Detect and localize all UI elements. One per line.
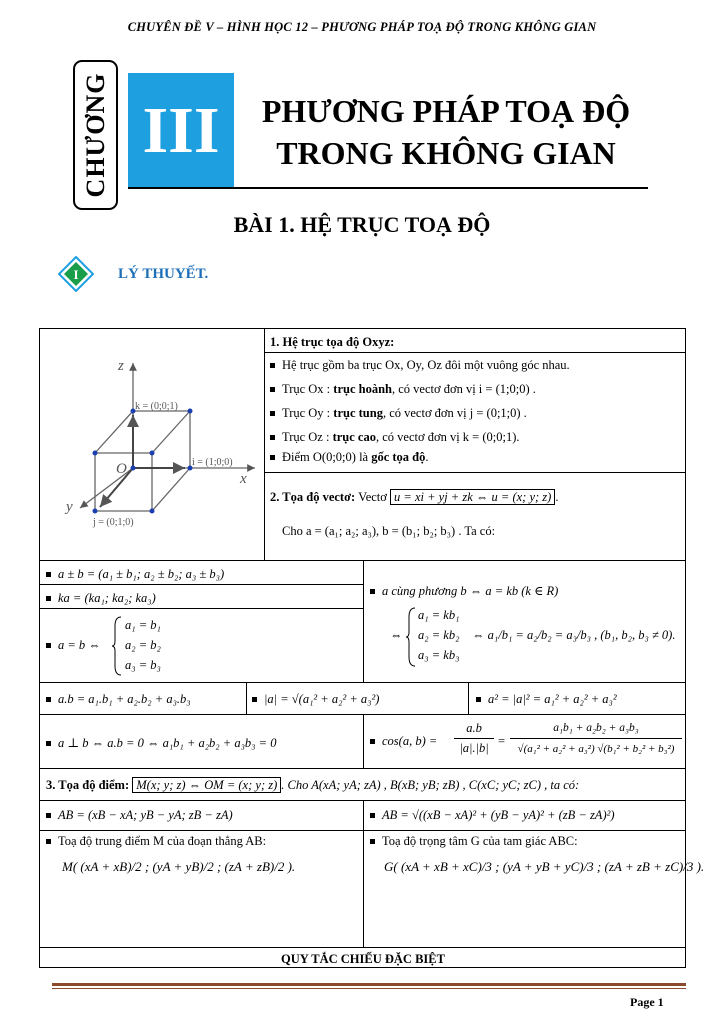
s1-bullet: Hệ trục gồm ba trục Ox, Oy, Oz đôi một vuông góc nhau. xyxy=(270,357,570,373)
divider xyxy=(468,682,469,714)
y-axis-label: y xyxy=(66,499,73,515)
chapter-label-box xyxy=(73,60,118,210)
s2-heading: 2. Tọa độ vectơ: Vectơ u = xi + yj + zk ⇔ u = (x; y; z) . xyxy=(270,490,559,504)
fraction-bar xyxy=(454,738,494,739)
divider xyxy=(246,682,247,714)
footer-rule xyxy=(52,988,686,989)
eq-line: a₁ = b₁ xyxy=(125,618,161,632)
formula-colinear: a cùng phương b ⇔ a = kb (k ∈ R) xyxy=(370,583,558,599)
section-badge-label: I xyxy=(73,267,79,282)
cos-equals: = xyxy=(498,734,506,748)
formula-norm: |a| = √(a₁² + a₂² + a₃²) xyxy=(252,691,379,707)
divider xyxy=(264,472,686,473)
cos-den1: |a|.|b| xyxy=(459,741,489,755)
formula-perp: a ⊥ b ⇔ a.b = 0 ⇔ a₁b₁ + a₂b₂ + a₃b₃ = 0 xyxy=(46,735,276,751)
brace-icon xyxy=(406,607,416,667)
s1-title: 1. Hệ trục tọa độ Oxyz: xyxy=(270,335,395,349)
theory-table xyxy=(39,328,705,968)
fraction-bar xyxy=(510,738,682,739)
col-ratio: ⇔ a₁/b₁ = a₂/b₂ = a₃/b₃ , (b₁, b₂, b₃ ≠ 0). xyxy=(472,628,676,642)
eq-line: a₂ = b₂ xyxy=(125,638,161,652)
divider xyxy=(40,584,363,585)
chapter-title-line2: TRONG KHÔNG GIAN xyxy=(276,135,616,171)
chapter-number-box xyxy=(128,73,234,189)
title-underline xyxy=(128,187,648,189)
midpoint-title: Toạ độ trung điểm M của đoạn thẳng AB: xyxy=(46,833,266,849)
coordinate-cube-figure xyxy=(50,343,260,543)
cos-den2: √(a₁² + a₂² + a₃²) √(b₁² + b₂² + b₃²) xyxy=(517,743,675,755)
section-badge-icon xyxy=(58,256,94,292)
s1-bullet: Điểm O(0;0;0) là gốc tọa độ. xyxy=(270,449,429,465)
running-header: CHUYÊN ĐỀ V – HÌNH HỌC 12 – PHƯƠNG PHÁP TOẠ ĐỘ TRONG KHÔNG GIAN xyxy=(127,20,597,34)
cos-num1: a.b xyxy=(466,721,482,735)
divider xyxy=(363,714,364,768)
s1-bullet: Trục Oy : trục tung, có vectơ đơn vị j = (0;1;0) . xyxy=(270,405,527,421)
j-label: j = (0;1;0) xyxy=(93,517,134,528)
formula-ab-length: AB = √((xB − xA)² + (yB − yA)² + (zB − zA)²) xyxy=(370,807,615,823)
s1-bullet: Trục Ox : trục hoành, có vectơ đơn vị i = (1;0;0) . xyxy=(270,381,536,397)
col-line: a₂ = kb₂ xyxy=(418,628,460,642)
divider xyxy=(40,608,363,609)
midpoint-formula: M( (xA + xB)/2 ; (yA + yB)/2 ; (zA + zB)/2 ). xyxy=(62,859,296,874)
page-number: Page 1 xyxy=(630,995,664,1009)
formula-ab: AB = (xB − xA; yB − yA; zB − zA) xyxy=(46,807,233,823)
divider xyxy=(264,352,686,353)
i-label: i = (1;0;0) xyxy=(192,457,233,468)
chapter-title-line1: PHƯƠNG PHÁP TOẠ ĐỘ xyxy=(261,93,631,129)
divider xyxy=(40,947,686,948)
divider xyxy=(363,800,364,947)
z-axis-label: z xyxy=(118,358,124,374)
centroid-title: Toạ độ trọng tâm G của tam giác ABC: xyxy=(370,833,578,849)
divider xyxy=(363,560,364,682)
chapter-label: CHƯƠNG xyxy=(80,72,110,198)
formula-cos: cos(a, b) = xyxy=(370,733,437,749)
col-line: a₃ = kb₃ xyxy=(418,648,460,662)
special-projection-rule: QUY TẮC CHIẾU ĐẶC BIỆT xyxy=(281,952,445,966)
s1-bullet: Trục Oz : trục cao, có vectơ đơn vị k = (0;0;1). xyxy=(270,429,520,445)
divider xyxy=(264,329,265,560)
formula-square: a² = |a|² = a₁² + a₂² + a₃² xyxy=(476,691,617,707)
centroid-formula: G( (xA + xB + xC)/3 ; (yA + yB + yC)/3 ; (zA + zB + zC)/3 ). xyxy=(384,859,705,874)
formula-scalar: ka = (ka₁; ka₂; ka₃) xyxy=(46,590,156,606)
formula-sum: a ± b = (a₁ ± b₁; a₂ ± b₂; a₃ ± b₃) xyxy=(46,566,224,582)
formula-equal: a = b ⇔ xyxy=(46,637,101,653)
formula-dot: a.b = a₁.b₁ + a₂.b₂ + a₃.b₃ xyxy=(46,691,191,707)
col-line: a₁ = kb₁ xyxy=(418,608,460,622)
s3-heading: 3. Tọa độ điểm: M(x; y; z) ⇔ OM = (x; y; z) . Cho A(xA; yA; zA) , B(xB; yB; zB) , C(xC; yC; zC) , ta có: xyxy=(46,778,580,792)
k-label: k = (0;0;1) xyxy=(135,401,178,412)
chapter-number: III xyxy=(142,94,220,167)
cos-num2: a₁b₁ + a₂b₂ + a₃b₃ xyxy=(553,722,639,734)
chapter-title xyxy=(236,90,656,174)
footer-rule xyxy=(52,983,686,986)
eq-line: a₃ = b₃ xyxy=(125,658,161,672)
lesson-title: BÀI 1. HỆ TRỤC TOẠ ĐỘ xyxy=(233,212,491,237)
divider xyxy=(40,768,686,769)
brace-icon xyxy=(112,616,122,676)
section-title: LÝ THUYẾT. xyxy=(118,266,209,282)
s2-given: Cho a = (a₁; a₂; a₃), b = (b₁; b₂; b₃) . Ta có: xyxy=(282,524,496,538)
col-equiv: ⇔ xyxy=(390,628,403,642)
x-axis-label: x xyxy=(240,471,247,487)
divider xyxy=(40,682,686,683)
origin-label: O xyxy=(116,461,127,477)
